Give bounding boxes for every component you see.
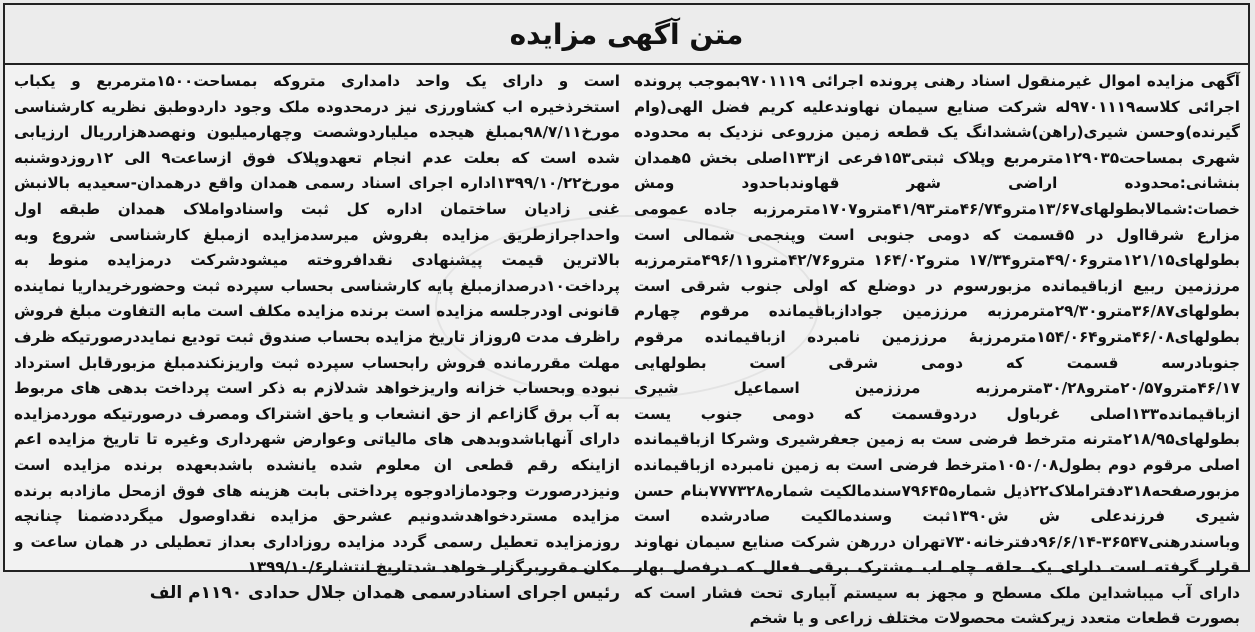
auction-notice <box>3 3 1250 628</box>
notice-body <box>13 69 1241 628</box>
right-column <box>634 69 1241 628</box>
paragraph-right: آگهی مزایده اموال غیرمنقول اسناد رهنی پرونده اجرائی ۹۷۰۱۱۱۹بموجب پرونده اجرائی کلاسه۹۷۰۱۱۱۹له شرکت صنایع سیمان نهاوندعلیه کریم فضل الهی(وام گیرنده)وحسن شیری(راهن)ششدانگ یک قطعه زمین مزروعی نزدیک به محدوده شهری بمساحت۱۲۹۰۳۵مترمربع وپلاک ثبتی۱۵۳فرعی از۱۳۳اصلی بخش ۵همدان بنشانی:محدوده اراضی شهر قهاوندباحدود ومش خصات:شمالابطولهای۱۳/۶۷مترو۴۶/۷۴متر۴۱/۹۳مترو۱۷۰۷مترمرزبه جاده عمومی مزارع شرقااول در ۵قسمت که دومی جنوبی است وپنجمی شمالی است بطولهای۱۲۱/۱۵مترو۴۹/۰۶مترو۱۷/۳۴ مترو۱۶۴/۰۲ مترو۴۲/۷۶مترو۴۹۶/۱۱مترمرزبه مرززمین ربیع ازباقیمانده مزبورسوم در دوضلع که اولی جنوب شرقی است بطولهای۳۶/۸۷مترو۲۹/۳۰مترمرزبه مرززمین جوادازباقیمانده مرقوم چهارم بطولهای۴۶/۰۸مترو۱۵۴/۰۶۴مترمرزبهٔ مرززمین نامبرده ازباقیمانده مرقوم جنوبادرسه قسمت که دومی شرقی است بطولهایی ۴۶/۱۷مترو۲۰/۵۷مترو۳۰/۲۸مترمرزبه مرززمین اسماعیل شیری ازباقیمانده۱۳۳اصلی غرباول دردوقسمت که دومی جنوب یست بطولهای۲۱۸/۹۵مترنه مترخط فرضی ست به زمین جعفرشیری وشرکا ازباقیمانده اصلی مرقوم دوم بطول۱۰۵۰/۰۸مترخط فرضی است به زمین نامبرده ازباقیمانده مزبورصفحه۳۱۸دفتراملاک۲۲ذیل شماره۷۹۶۴۵سندمالکیت شماره۷۷۷۳۲۸بنام حسن شیری فرزندعلی ش ش۱۳۹۰ثبت وسندمالکیت صادرشده است وباسندرهنی۳۶۵۴۷-۹۶/۶/۱۴دفترخانه۷۳۰تهران دررهن شرکت صنایع سیمان نهاوند قرار گرفته است دارای یک حلقه چاه اب مشترک برقی فعال که درفصل بهار دارای آب میباشداین ملک مسطح و مجهز به سیستم آبیاری تحت فشار است که بصورت قطعات متعدد زیرکشت محصولات مختلف زراعی و یا شخم <box>634 72 1241 628</box>
paragraph-left: است و دارای یک واحد دامداری متروکه بمساحت۱۵۰۰مترمربع و یکباب استخرذخیره اب کشاورزی نیز درمحدوده ملک وجود داردوطبق نظریه کارشناسی مورخ۹۸/۷/۱۱بمبلغ هیجده میلیاردوشصت وچهارمیلیون ونهصدهزارریال ارزیابی شده است که بعلت عدم انجام تعهدوپلاک فوق ازساعت۹ الی ۱۲روزدوشنبه مورخ۱۳۹۹/۱۰/۲۲اداره اجرای اسناد رسمی همدان واقع درهمدان-سعیدیه بالانبش غنی زادیان ساختمان اداره کل ثبت واسنادواملاک همدان طبقه اول واحداجرازطریق مزایده بفروش میرسدمزایده ازمبلغ کارشناسی شروع وبه بالاترین قیمت پیشنهادی نقدافروخته میشودشرکت درمزایده منوط به پرداخت۱۰درصدازمبلغ پایه کارشناسی بحساب سپرده ثبت وحضورخریداریا نماینده قانونی اودرجلسه مزایده است برنده مزایده مکلف است مابه التفاوت مبلغ فروش راظرف مدت ۵روزاز تاریخ مزایده بحساب صندوق ثبت تودیع نمایددرصورتیکه ظرف مهلت مقررمانده فروش رابحساب سپرده ثبت واریزنکندمبلغ مزبورقابل استرداد نبوده وبحساب خزانه واریزخواهد شدلازم به ذکر است پرداخت بدهی های مربوط به آب برق گازاعم از حق انشعاب و یاحق اشتراک ومصرف درصورتیکه موردمزایده دارای آنهاباشدوبدهی های مالیاتی وعوارض شهرداری وغیره تا تاریخ مزایده اعم ازاینکه رقم قطعی ان معلوم شده یانشده باشدبعهده برنده مزایده است ونیزدرصورت وجودمازادوجوه پرداختی بابت هزینه های فوق ازمحل مازادبه برنده مزایده مستردخواهدشدونیم عشرحق مزایده نقداوصول میگرددضمنا چنانچه روزمزایده تعطیل رسمی گردد مزایده روزاداری بعداز تعطیلی در همان ساعت و مکان مقرربرگزار خواهد شدتاریخ انتشار۱۳۹۹/۱۰/۶ <box>14 72 620 577</box>
left-column <box>14 69 620 603</box>
signature-line: رئیس اجرای اسنادرسمی همدان جلال حدادی ۱۱۹۰م الف <box>149 582 620 603</box>
notice-title: متن آگهی مزایده <box>5 5 1248 65</box>
